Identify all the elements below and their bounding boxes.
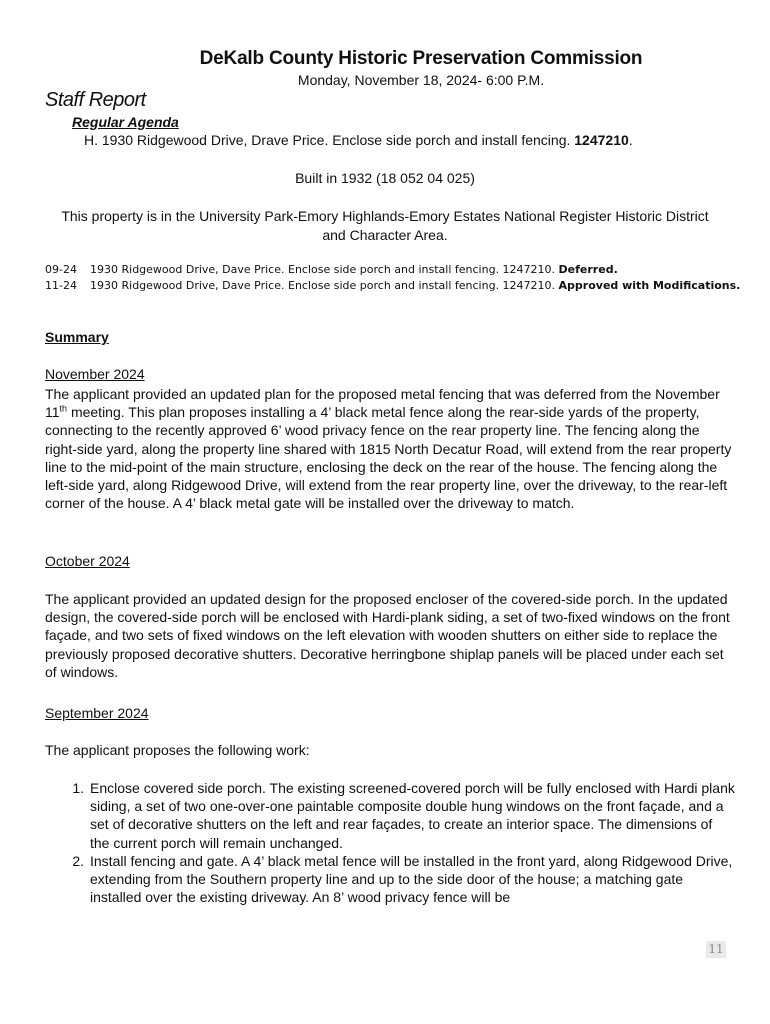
- october-paragraph: The applicant provided an updated design for the proposed encloser of the covered-side porch. In the updated design, the covered-side porch will be enclosed with Hardi-plank siding, a set of two-fixed windows on the front façade, and two sets of fixed windows on the left elevation with wooden shutters on either side to replace the previously proposed decorative shutters. Decorative herringbone shiplap panels will be placed under each set of windows.: [45, 591, 730, 680]
- district-info: This property is in the University Park-Emory Highlands-Emory Estates National Register Historic District and Character Area.: [61, 208, 709, 243]
- september-heading: September 2024: [45, 705, 149, 721]
- built-info: Built in 1932 (18 052 04 025): [295, 170, 475, 186]
- agenda-item-number: 1247210: [574, 132, 629, 148]
- history-row: [45, 262, 745, 278]
- list-item: [45, 852, 735, 907]
- november-text-part-2: meeting. This plan proposes installing a 4’ black metal fence along the rear-side yards of the property, connecting to the recently approved 6’ wood privacy fence on the rear property line. The fencing along the right-side yard, along the property line shared with 1815 North Decatur Road, will extend from the rear property line to the mid-point of the main structure, enclosing the deck on the rear of the house. The fencing along the left-side yard, along Ridgewood Drive, will extend from the rear property line, over the driveway, to the rear-left corner of the house. A 4’ black metal gate will be installed over the driveway to match.: [45, 404, 732, 512]
- agenda-item-suffix: .: [628, 132, 633, 148]
- list-number: 1.: [72, 780, 84, 796]
- history-status: Deferred.: [558, 263, 618, 276]
- list-number: 2.: [72, 852, 84, 869]
- november-text-part-1: The applicant provided an updated plan for the proposed metal fencing that was deferred from the November 11: [45, 386, 720, 421]
- november-paragraph: [45, 385, 735, 512]
- list-item: [45, 779, 735, 852]
- meeting-date: Monday, November 18, 2024- 6:00 P.M.: [297, 72, 545, 88]
- september-intro: The applicant proposes the following work:: [45, 742, 310, 758]
- history-text: [90, 278, 740, 294]
- staff-report-label: Staff Report: [45, 89, 146, 111]
- proposed-work-list: [45, 779, 735, 906]
- document-title: DeKalb County Historic Preservation Commission: [199, 48, 643, 69]
- page-number: 11: [706, 941, 726, 958]
- history-date: 11-24: [45, 279, 77, 292]
- history-description: 1930 Ridgewood Drive, Dave Price. Enclose side porch and install fencing. 1247210.: [90, 263, 559, 276]
- history-text: [90, 262, 618, 278]
- case-history: [45, 262, 745, 294]
- list-text: Enclose covered side porch. The existing screened-covered porch will be fully enclosed with Hardi plank siding, a set of two one-over-one paintable composite double hung windows on the front façade, and a set of decorative shutters on the left and rear façades, to create an interior space. The dimensions of the current porch will remain unchanged.: [90, 780, 735, 851]
- summary-heading: Summary: [45, 329, 109, 345]
- agenda-item: [84, 132, 633, 148]
- regular-agenda-label: Regular Agenda: [72, 114, 179, 130]
- history-description: 1930 Ridgewood Drive, Dave Price. Enclose side porch and install fencing. 1247210.: [90, 279, 559, 292]
- october-heading: October 2024: [45, 553, 130, 569]
- history-date: 09-24: [45, 263, 77, 276]
- november-heading: November 2024: [45, 366, 145, 382]
- list-text: Install fencing and gate. A 4’ black metal fence will be installed in the front yard, along Ridgewood Drive, extending from the Southern property line and up to the side door of the house; a matching gate installed over the existing driveway. An 8’ wood privacy fence will be: [90, 852, 733, 906]
- history-status: Approved with Modifications.: [558, 279, 741, 292]
- agenda-item-text: H. 1930 Ridgewood Drive, Drave Price. Enclose side porch and install fencing.: [84, 132, 575, 148]
- history-row: [45, 278, 745, 294]
- ordinal-suffix: th: [59, 403, 68, 414]
